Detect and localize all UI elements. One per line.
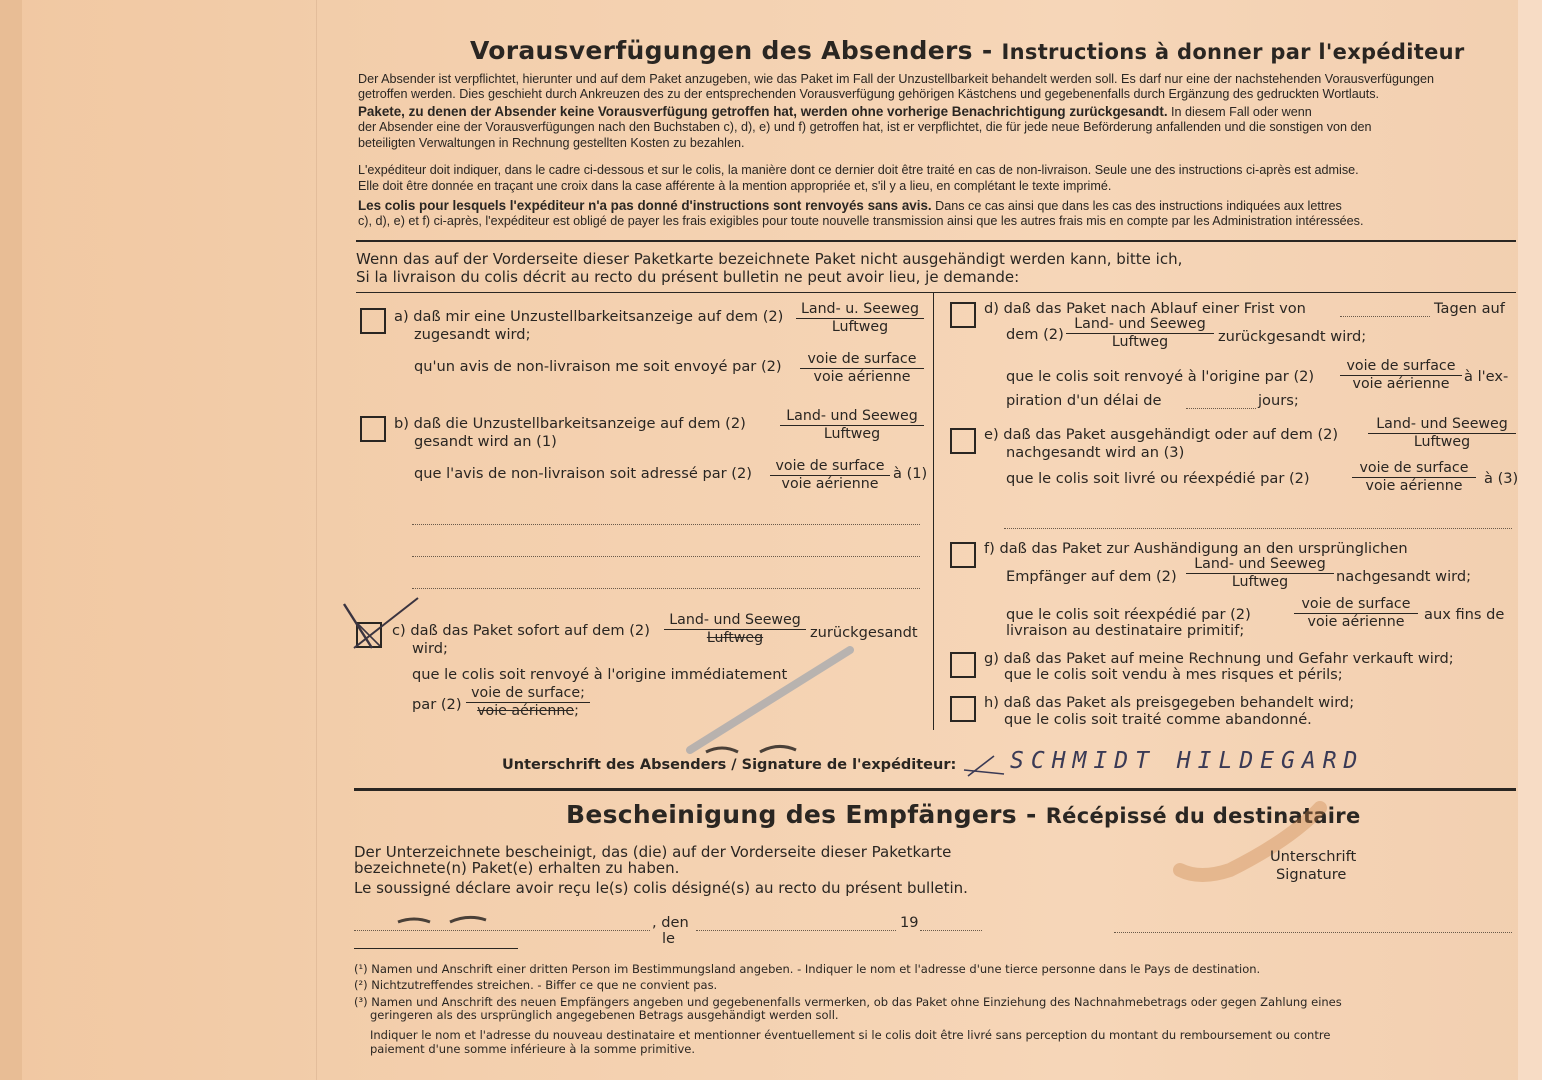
- receipt-title-sep: -: [1025, 800, 1037, 829]
- receipt-le-label: le: [662, 930, 676, 947]
- divider-options: [356, 292, 1516, 293]
- option-c-de1: c) daß das Paket sofort auf dem (2): [392, 622, 650, 639]
- sender-signature-handwriting: SCHMIDT HILDEGARD: [1010, 748, 1365, 774]
- option-a-route-land: Land- u. Seeweg: [796, 301, 924, 319]
- receipt-year-label: 19: [900, 914, 919, 931]
- option-d-voie-aerienne: voie aérienne: [1352, 376, 1450, 392]
- option-d-delay-field[interactable]: [1186, 408, 1256, 409]
- option-d-fr2-tail: jours;: [1258, 392, 1299, 409]
- option-f-fr1: que le colis soit réexpédié par (2): [1006, 606, 1251, 623]
- option-a-de1: a) daß mir eine Unzustellbarkeitsanzeige auf dem (2): [394, 308, 784, 325]
- checkbox-d[interactable]: [950, 302, 976, 328]
- footnote-3a: (³) Namen und Anschrift des neuen Empfängers angeben und gegebenenfalls vermerken, ob das Paket ohne Einziehung des Nachnahmebetrags oder gegen Zahlung eines: [354, 995, 1342, 1009]
- option-b-voie-fraction: [770, 458, 890, 493]
- option-a-voie-fraction: [800, 351, 924, 386]
- option-e-address-line[interactable]: [1004, 528, 1512, 529]
- option-g-fr: que le colis soit vendu à mes risques et périls;: [1004, 666, 1343, 683]
- option-h-fr: que le colis soit traité comme abandonné.: [1004, 711, 1312, 728]
- option-b-address-line-3[interactable]: [412, 588, 920, 589]
- option-e-de2: nachgesandt wird an (3): [1006, 444, 1185, 461]
- option-f-fr2: livraison au destinataire primitif;: [1006, 622, 1245, 639]
- option-c-voie-aerienne: voie aérienne: [477, 703, 575, 719]
- option-f-de2: Empfänger auf dem (2): [1006, 568, 1177, 585]
- intro-fr-1: L'expéditeur doit indiquer, dans le cadre ci-dessous et sur le colis, la manière dont ce dernier doit être traité en cas de non-livraison. Seule une des instructions ci-après est admise.: [358, 163, 1359, 177]
- option-c-de2: wird;: [412, 640, 448, 657]
- option-c-voie-fraction: [466, 685, 590, 720]
- option-e-route-fraction: [1368, 416, 1516, 451]
- option-c-fr2: par (2): [412, 696, 462, 713]
- intro-fr-3: [358, 198, 1342, 214]
- signature-cross-icon: [960, 752, 1010, 782]
- option-e-fr1: que le colis soit livré ou réexpédié par (2): [1006, 470, 1310, 487]
- option-d-voie-fraction: [1340, 358, 1462, 393]
- checkbox-e[interactable]: [950, 428, 976, 454]
- intro-de-3-bold: Pakete, zu denen der Absender keine Vorausverfügung getroffen hat, werden ohne vorherige Benachrichtigung zurückgesandt.: [358, 104, 1168, 119]
- intro-de-4: der Absender eine der Vorausverfügungen nach den Buchstaben c), d), e) und f) getroffen hat, ist er verpflichtet, die für jede neue Beförderung anfallenden und die sonstigen von den: [358, 120, 1372, 134]
- paper-edge-right: [1518, 0, 1542, 1080]
- option-d-fr1: que le colis soit renvoyé à l'origine par (2): [1006, 368, 1315, 385]
- receipt-title-fr: Récépissé du destinataire: [1045, 804, 1361, 828]
- option-b-voie-surface: voie de surface: [770, 458, 890, 476]
- option-e-voie-fraction: [1352, 460, 1476, 495]
- option-c-voie-aerienne-tail: ;: [574, 703, 579, 719]
- intro-fr-4: c), d), e) et f) ci-après, l'expéditeur est obligé de payer les frais exigibles pour toute nouvelle transmission ainsi que les autres frais mis en compte par les Administration intéressées.: [358, 214, 1364, 228]
- option-b-voie-aerienne: voie aérienne: [781, 476, 879, 492]
- option-d-route-air: Luftweg: [1111, 334, 1169, 350]
- receipt-staple-mark-icon: [394, 912, 494, 930]
- title-de: Vorausverfügungen des Absenders: [470, 36, 973, 65]
- checkbox-a[interactable]: [360, 308, 386, 334]
- staple-mark-icon: [702, 740, 802, 758]
- receipt-signature-label-de: Unterschrift: [1270, 848, 1357, 865]
- option-f-de1: f) daß das Paket zur Aushändigung an den ursprünglichen: [984, 540, 1408, 557]
- checkbox-g[interactable]: [950, 652, 976, 678]
- option-f-route-land: Land- und Seeweg: [1186, 556, 1334, 574]
- option-f-de2-tail: nachgesandt wird;: [1336, 568, 1472, 585]
- option-c-voie-aerienne-row: [466, 703, 590, 720]
- option-b-route-land: Land- und Seeweg: [780, 408, 924, 426]
- receipt-fr-1: Le soussigné déclare avoir reçu le(s) colis désigné(s) au recto du présent bulletin.: [354, 879, 968, 897]
- paper-edge-left: [0, 0, 22, 1080]
- option-a-voie-aerienne: voie aérienne: [813, 369, 911, 385]
- option-b-fr2: à (1): [893, 465, 928, 482]
- intro-de-2: getroffen werden. Dies geschieht durch Ankreuzen des zu der entsprechenden Vorausverfügung gehörigen Kästchens und gegebenenfalls durch Ergänzung des gedruckten Wortlauts.: [358, 87, 1380, 101]
- option-d-de2-tail: zurückgesandt wird;: [1218, 328, 1367, 345]
- intro-de-5: beteiligten Verwaltungen in Rechnung gestellten Kosten zu bezahlen.: [358, 136, 745, 150]
- option-b-de1: b) daß die Unzustellbarkeitsanzeige auf dem (2): [394, 415, 746, 432]
- option-d-fr1-tail: à l'ex-: [1464, 368, 1509, 385]
- option-d-days-field[interactable]: [1340, 316, 1430, 317]
- divider-receipt: [354, 788, 1516, 791]
- option-f-voie-aerienne: voie aérienne: [1307, 614, 1405, 630]
- option-a-route-fraction: [796, 301, 924, 336]
- form-title: [470, 36, 1465, 65]
- receipt-date-field[interactable]: [696, 930, 896, 931]
- option-d-voie-surface: voie de surface: [1340, 358, 1462, 376]
- option-c-voie-surface: voie de surface;: [466, 685, 590, 703]
- option-c-fr1: que le colis soit renvoyé à l'origine immédiatement: [412, 666, 788, 683]
- option-b-address-line-2[interactable]: [412, 556, 920, 557]
- title-fr: Instructions à donner par l'expéditeur: [1001, 40, 1465, 64]
- lead-de: Wenn das auf der Vorderseite dieser Paketkarte bezeichnete Paket nicht ausgehändigt werden kann, bitte ich,: [356, 250, 1183, 268]
- divider-top: [356, 240, 1516, 242]
- column-divider: [933, 292, 934, 730]
- option-c-route-land: Land- und Seeweg: [664, 612, 806, 630]
- option-d-route-land: Land- und Seeweg: [1066, 316, 1214, 334]
- option-d-de1: d) daß das Paket nach Ablauf einer Frist von: [984, 300, 1306, 317]
- option-c-de-tail: zurückgesandt: [810, 624, 918, 641]
- option-e-route-land: Land- und Seeweg: [1368, 416, 1516, 434]
- option-a-de2: zugesandt wird;: [414, 326, 531, 343]
- option-f-fr1-tail: aux fins de: [1424, 606, 1505, 623]
- intro-de-1: Der Absender ist verpflichtet, hierunter und auf dem Paket anzugeben, wie das Paket im Fall der Unzustellbarkeit behandelt werden soll. Es darf nur eine der nachstehenden Vorausverfügungen: [358, 72, 1435, 86]
- receipt-year-field[interactable]: [920, 930, 982, 931]
- option-d-de1-tail: Tagen auf: [1434, 300, 1505, 317]
- receipt-title-de: Bescheinigung des Empfängers: [566, 800, 1017, 829]
- option-e-fr1-tail: à (3): [1484, 470, 1519, 487]
- option-e-de1: e) daß das Paket ausgehändigt oder auf dem (2): [984, 426, 1339, 443]
- option-b-route-fraction: [780, 408, 924, 443]
- intro-fr-3-rest: Dans ce cas ainsi que dans les cas des instructions indiquées aux lettres: [935, 199, 1342, 213]
- footnote-1: (¹) Namen und Anschrift einer dritten Person im Bestimmungsland angeben. - Indiquer le nom et l'adresse d'une tierce personne dans le Pays de destination.: [354, 962, 1261, 976]
- intro-fr-2: Elle doit être donnée en traçant une croix dans la case afférente à la mention appropriée et, s'il y a lieu, en complétant le texte imprimé.: [358, 179, 1112, 193]
- title-sep: -: [981, 36, 993, 65]
- option-a-fr1: qu'un avis de non-livraison me soit envoyé par (2): [414, 358, 782, 375]
- footnote-rule: [354, 948, 518, 949]
- option-b-de2: gesandt wird an (1): [414, 433, 557, 450]
- footnote-2: (²) Nichtzutreffendes streichen. - Biffer ce que ne convient pas.: [354, 978, 718, 992]
- receipt-den-label: , den: [652, 914, 689, 931]
- footnote-3c: Indiquer le nom et l'adresse du nouveau destinataire et mentionner éventuellement si le colis doit être livré sans perception du montant du remboursement ou contre: [370, 1028, 1331, 1042]
- intro-fr-3-bold: Les colis pour lesquels l'expéditeur n'a pas donné d'instructions sont renvoyés sans avis.: [358, 198, 932, 213]
- receipt-signature-field[interactable]: [1114, 932, 1512, 933]
- lead-fr: Si la livraison du colis décrit au recto du présent bulletin ne peut avoir lieu, je demande:: [356, 268, 1020, 286]
- option-e-voie-aerienne: voie aérienne: [1365, 478, 1463, 494]
- receipt-de-2: bezeichnete(n) Paket(e) erhalten zu haben.: [354, 859, 680, 877]
- option-b-route-air: Luftweg: [823, 426, 881, 442]
- option-d-route-fraction: [1066, 316, 1214, 351]
- option-g-de: g) daß das Paket auf meine Rechnung und Gefahr verkauft wird;: [984, 650, 1454, 667]
- option-e-voie-surface: voie de surface: [1352, 460, 1476, 478]
- option-d-de2: dem (2): [1006, 326, 1064, 343]
- checkbox-h[interactable]: [950, 696, 976, 722]
- option-c-route-air: Luftweg: [706, 630, 764, 646]
- checkbox-f[interactable]: [950, 542, 976, 568]
- footnote-3d: paiement d'une somme inférieure à la somme primitive.: [370, 1042, 696, 1056]
- option-a-route-air: Luftweg: [831, 319, 889, 335]
- option-h-de: h) daß das Paket als preisgegeben behandelt wird;: [984, 694, 1355, 711]
- option-a-voie-surface: voie de surface: [800, 351, 924, 369]
- sender-signature-label: Unterschrift des Absenders / Signature de l'expéditeur:: [502, 757, 957, 773]
- option-f-voie-fraction: [1294, 596, 1418, 631]
- option-b-address-line-1[interactable]: [412, 524, 920, 525]
- intro-de-3: [358, 104, 1312, 120]
- option-f-voie-surface: voie de surface: [1294, 596, 1418, 614]
- receipt-signature-label-fr: Signature: [1276, 866, 1347, 883]
- receipt-de-1: Der Unterzeichnete bescheinigt, das (die) auf der Vorderseite dieser Paketkarte: [354, 843, 952, 861]
- perforation-line: [316, 0, 317, 1080]
- option-f-route-fraction: [1186, 556, 1334, 591]
- footnote-3b: geringeren als des ursprünglich angegebenen Betrags ausgehändigt werden soll.: [370, 1008, 839, 1022]
- option-d-fr2: piration d'un délai de: [1006, 392, 1162, 409]
- option-b-fr1: que l'avis de non-livraison soit adressé par (2): [414, 465, 752, 482]
- option-f-route-air: Luftweg: [1231, 574, 1289, 590]
- option-e-route-air: Luftweg: [1413, 434, 1471, 450]
- receipt-place-field[interactable]: [354, 930, 650, 931]
- checkbox-b[interactable]: [360, 416, 386, 442]
- intro-de-3-rest: In diesem Fall oder wenn: [1171, 105, 1312, 119]
